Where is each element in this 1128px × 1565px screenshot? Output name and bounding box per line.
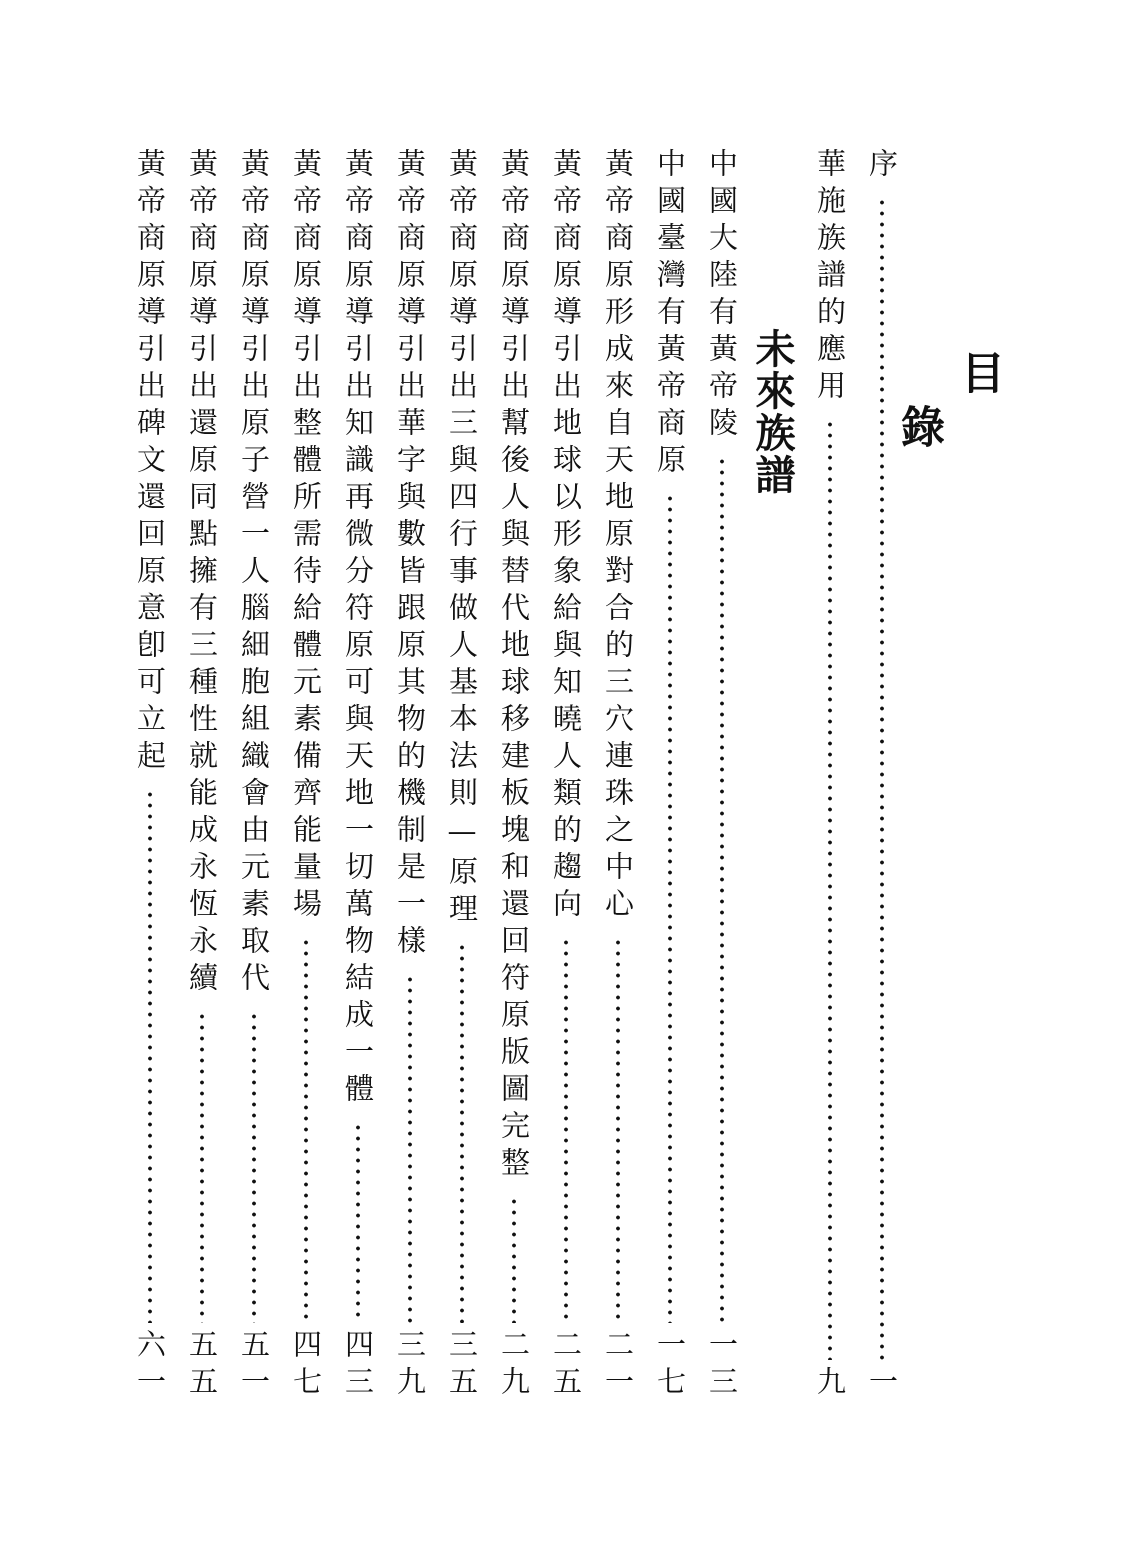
toc-entry-page: 五一 [237, 1329, 271, 1403]
toc-entry-page: 一 [865, 1366, 899, 1403]
page-title-char-1: 目 [953, 350, 1004, 394]
dot-leader [827, 419, 833, 1360]
dot-leader [667, 493, 673, 1323]
toc-entry[interactable] [862, 148, 902, 1403]
toc-entry[interactable] [286, 148, 326, 1403]
toc-entry[interactable] [650, 148, 690, 1403]
toc-entry-page: 四七 [289, 1329, 323, 1403]
dot-leader [879, 197, 885, 1360]
toc-entry-page: 五五 [185, 1329, 219, 1403]
dot-leader [147, 789, 153, 1323]
section-heading: 未來族譜 [749, 328, 796, 496]
toc-entry-page: 二五 [549, 1329, 583, 1403]
toc-entry[interactable] [442, 148, 482, 1403]
toc-entry-title: 華施族譜的應用 [813, 148, 847, 407]
toc-entry-page: 四三 [341, 1329, 375, 1403]
toc-entry-title: 中國大陸有黃帝陵 [705, 148, 739, 444]
toc-entry-title: 黃帝商原導引出知識再微分符原可與天地一切萬物結成一體 [341, 148, 375, 1110]
dot-leader [199, 1011, 205, 1323]
page-title [893, 350, 1008, 448]
toc-entry-page: 九 [813, 1366, 847, 1403]
toc-entry-page: 六一 [133, 1329, 167, 1403]
toc-entry-page: 三五 [445, 1329, 479, 1403]
toc-entry[interactable] [494, 148, 534, 1403]
toc-entry[interactable] [182, 148, 222, 1403]
dot-leader [511, 1196, 517, 1323]
toc-entry-title: 序 [865, 148, 899, 185]
toc-entry-title: 黃帝商原導引出華字與數皆跟原其物的機制是一樣 [393, 148, 427, 962]
toc-entry[interactable] [338, 148, 378, 1403]
toc-entry-title: 黃帝商原導引出整體所需待給體元素備齊能量場 [289, 148, 323, 925]
dot-leader [355, 1122, 361, 1323]
toc-entry[interactable] [810, 148, 850, 1403]
page-title-char-2: 錄 [893, 404, 944, 448]
toc-entry-title: 黃帝商原導引出碑文還回原意卽可立起 [133, 148, 167, 777]
toc-entry-page: 二一 [601, 1329, 635, 1403]
toc-entry-title: 黃帝商原導引出還原同點擁有三種性就能成永恆永續 [185, 148, 219, 999]
dot-leader [303, 937, 309, 1323]
dot-leader [251, 1011, 257, 1323]
toc-entry-page: 三九 [393, 1329, 427, 1403]
toc-entry-page: 一七 [653, 1329, 687, 1403]
dot-leader [615, 937, 621, 1323]
dot-leader [563, 937, 569, 1323]
toc-entry-page: 一三 [705, 1329, 739, 1403]
toc-entry[interactable] [598, 148, 638, 1403]
toc-entry[interactable] [546, 148, 586, 1403]
dot-leader [459, 942, 465, 1323]
toc-entry-title: 黃帝商原導引出原子營一人腦細胞組織會由元素取代 [237, 148, 271, 999]
toc-entry-title: 黃帝商原導引出地球以形象給與知曉人類的趨向 [549, 148, 583, 925]
toc-entry-title: 中國臺灣有黃帝商原 [653, 148, 687, 481]
toc-entry[interactable] [390, 148, 430, 1403]
dot-leader [719, 456, 725, 1323]
toc-entry[interactable] [130, 148, 170, 1403]
toc-entry-page: 二九 [497, 1329, 531, 1403]
dot-leader [407, 974, 413, 1323]
toc-entry-title: 黃帝商原形成來自天地原對合的三穴連珠之中心 [601, 148, 635, 925]
toc-entry[interactable] [702, 148, 742, 1403]
toc-entry[interactable] [234, 148, 274, 1403]
toc-entry-title: 黃帝商原導引出三與四行事做人基本法則—原理 [445, 148, 479, 930]
toc-entry-title: 黃帝商原導引出幫後人與替代地球移建板塊和還回符原版圖完整 [497, 148, 531, 1184]
